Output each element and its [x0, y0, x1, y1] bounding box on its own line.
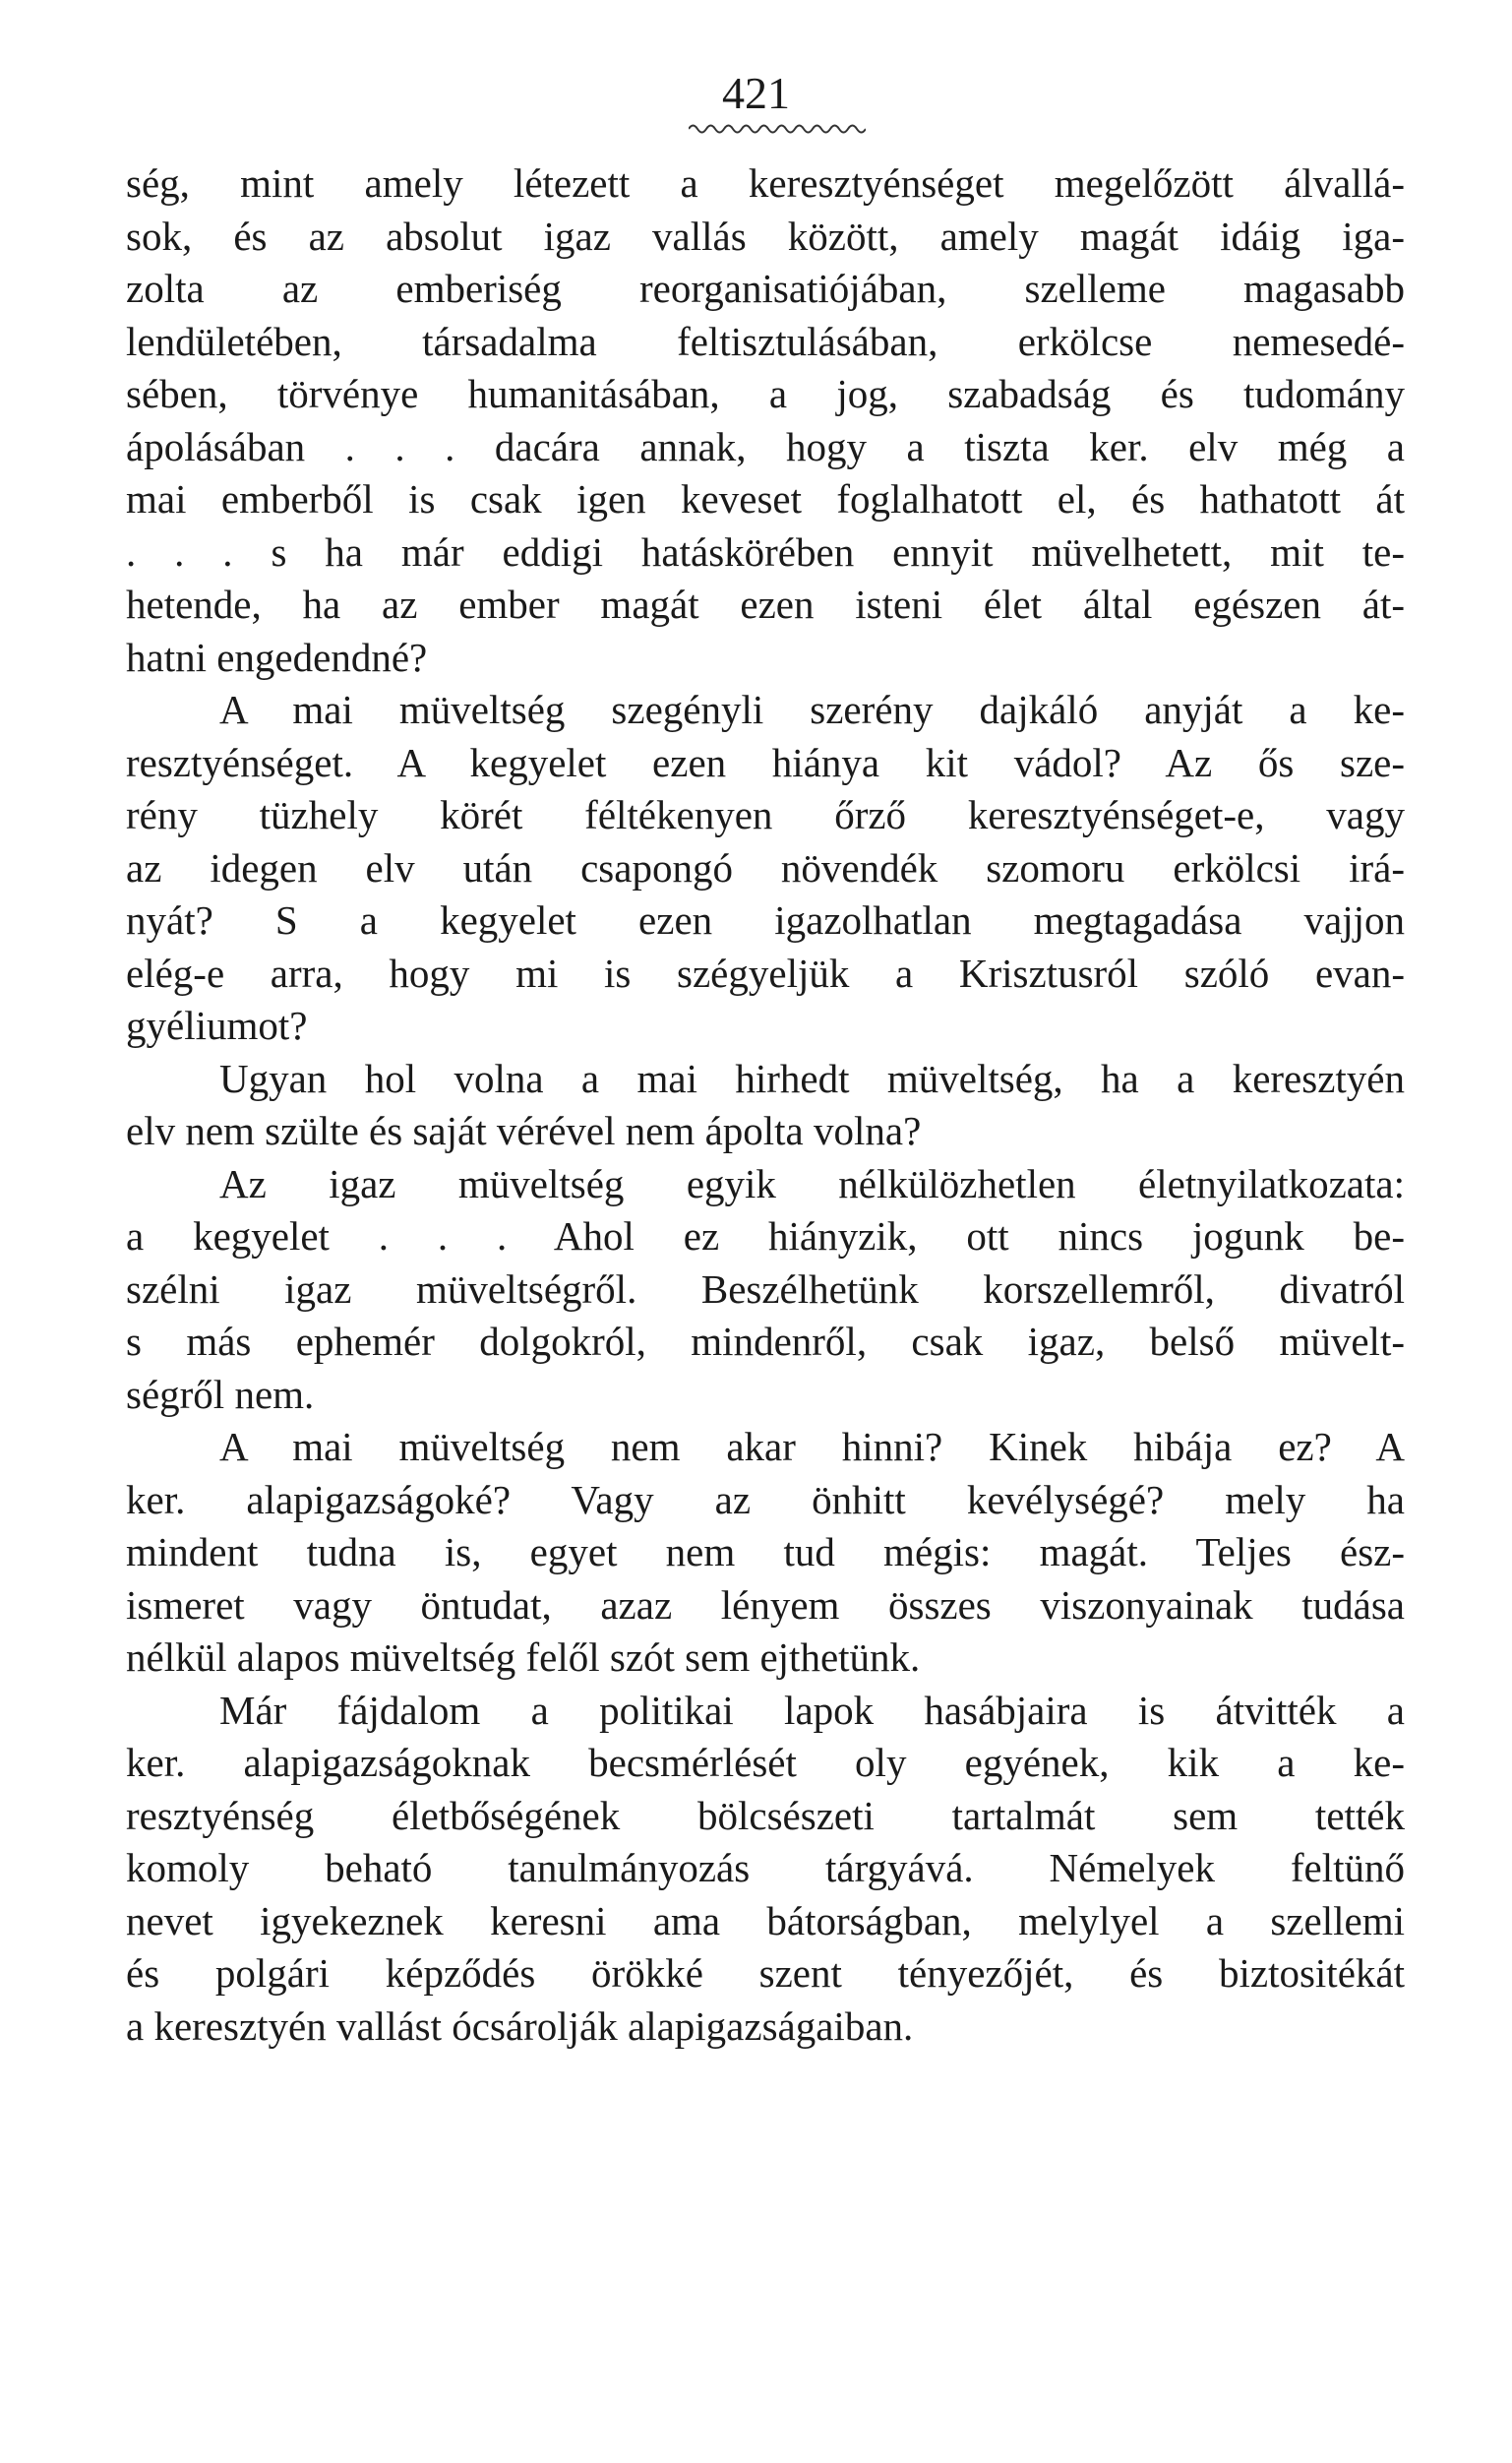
text-line: ségről nem.	[126, 1371, 315, 1417]
page-number: 421	[722, 68, 790, 118]
text-line: és polgári képződés örökké szent tényezőjét, és biztositékát	[126, 1950, 1405, 1996]
text-line: ség, mint amely létezett a keresztyénséget megelőzött álvallá-	[126, 160, 1405, 206]
text-line: ápolásában . . . dacára annak, hogy a tiszta ker. elv még a	[126, 423, 1405, 469]
text-line: nevet igyekeznek keresni ama bátorságban, melylyel a szellemi	[126, 1897, 1405, 1943]
text-line: elég-e arra, hogy mi is szégyeljük a Krisztusról szóló evan-	[126, 950, 1405, 996]
text-line: ker. alapigazságoké? Vagy az önhitt kevélységé? mely ha	[126, 1476, 1405, 1522]
text-line: Az igaz müveltség egyik nélkülözhetlen életnyilatkozata:	[219, 1160, 1405, 1206]
text-line: sok, és az absolut igaz vallás között, amely magát idáig igа-	[126, 213, 1405, 259]
text-line: ismeret vagy öntudat, azaz lényem összes viszonyainak tudása	[126, 1581, 1405, 1628]
text-line: elv nem szülte és saját vérével nem ápolta volna?	[126, 1108, 922, 1153]
text-line: zolta az emberiség reorganisatiójában, szelleme magasabb	[126, 266, 1405, 311]
text-line: sében, törvénye humanitásában, a jog, szabadság és tudomány	[126, 371, 1405, 416]
text-line: gyéliumot?	[126, 1003, 308, 1048]
text-line: mindent tudna is, egyet nem tud mégis: magát. Teljes ész-	[126, 1529, 1405, 1574]
text-line: resztyénség életbőségének bölcsészeti tartalmát sem tették	[126, 1792, 1405, 1838]
text-line: A mai müveltség nem akar hinni? Kinek hibája ez? A	[219, 1424, 1405, 1469]
text-line: a kegyelet . . . Ahol ez hiányzik, ott nincs jogunk be-	[126, 1213, 1405, 1259]
text-line: . . . s ha már eddigi hatáskörében ennyit müvelhetett, mit te-	[126, 528, 1405, 575]
text-line: komoly beható tanulmányozás tárgyává. Némelyek feltünő	[126, 1845, 1405, 1890]
text-line: szélni igaz müveltségről. Beszélhetünk korszellemről, divatról	[126, 1265, 1405, 1312]
text-line: Ugyan hol volna a mai hirhedt müveltség, ha a keresztyén	[219, 1055, 1405, 1101]
text-line: ker. alapigazságoknak becsmérlését oly egyének, kik a ke-	[126, 1740, 1405, 1785]
text-line: nélkül alapos müveltség felől szót sem ejthetünk.	[126, 1634, 921, 1680]
text-line: hetende, ha az ember magát ezen isteni élet által egészen át-	[126, 582, 1405, 627]
text-line: hatni engedendné?	[126, 634, 428, 680]
page-number-ornament	[689, 122, 866, 136]
text-line: mai emberből is csak igen keveset foglalhatott el, és hathatott át	[126, 476, 1405, 522]
text-line: A mai müveltség szegényli szerény dajkáló anyját a ke-	[219, 687, 1405, 732]
text-line: Már fájdalom a politikai lapok hasábjaira is átvitték a	[219, 1687, 1405, 1733]
text-line: rény tüzhely körét féltékenyen őrző keresztyénséget-e, vagy	[126, 792, 1405, 837]
text-line: lendületében, társadalma feltisztulásában, erkölcse nemesedé-	[126, 318, 1405, 364]
text-line: a keresztyén vallást ócsárolják alapigazságaiban.	[126, 2002, 914, 2049]
body-text	[126, 157, 1405, 2053]
text-line: nyát? S a kegyelet ezen igazolhatlan megtagadása vajjon	[126, 897, 1405, 943]
text-line: s más ephemér dolgokról, mindenről, csak igaz, belső müvelt-	[126, 1319, 1405, 1364]
text-line: az idegen elv után csapongó növendék szomoru erkölcsi irá-	[126, 844, 1405, 891]
text-line: resztyénséget. A kegyelet ezen hiánya kit vádol? Az ős sze-	[126, 739, 1405, 785]
